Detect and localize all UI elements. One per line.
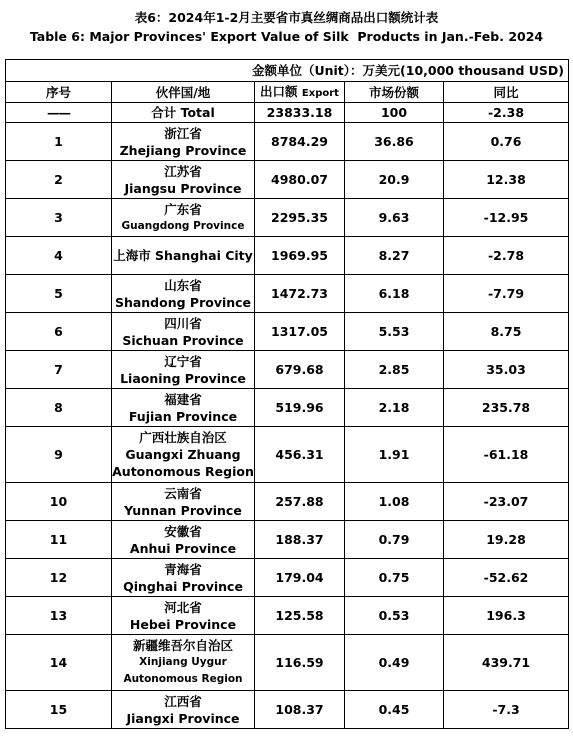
header-row [6, 82, 569, 103]
row-export: 188.37 [255, 521, 345, 559]
row-yoy: -23.07 [444, 483, 569, 521]
row-export: 1317.05 [255, 313, 345, 351]
row-province [112, 199, 255, 237]
row-province [112, 275, 255, 313]
row-export: 108.37 [255, 691, 345, 729]
total-row [6, 103, 569, 123]
province-name-cn: 浙江省 [164, 125, 202, 141]
export-table [5, 59, 569, 729]
row-export: 179.04 [255, 559, 345, 597]
row-province [112, 351, 255, 389]
header-export-cn: 出口额 [260, 83, 298, 99]
row-export: 1472.73 [255, 275, 345, 313]
province-name-en-line2: Autonomous Region [112, 464, 254, 479]
row-share: 1.91 [345, 427, 444, 483]
table-row [6, 275, 569, 313]
row-share: 2.85 [345, 351, 444, 389]
row-no: 14 [6, 635, 112, 691]
row-export: 679.68 [255, 351, 345, 389]
table-row [6, 123, 569, 161]
province-name-cn: 青海省 [164, 561, 202, 577]
province-name-en: Jiangxi Province [126, 710, 240, 726]
province-name-cn: 江苏省 [164, 163, 202, 179]
province-name-en: Guangdong Province [121, 219, 245, 232]
row-no: 11 [6, 521, 112, 559]
row-yoy: 235.78 [444, 389, 569, 427]
row-province [112, 691, 255, 729]
total-no: —— [6, 103, 112, 123]
row-share: 0.53 [345, 597, 444, 635]
province-name-en: Xinjiang Uygur [139, 656, 227, 668]
table-title-english: Table 6: Major Provinces' Export Value of Silk Products in Jan.-Feb. 2024 [29, 29, 544, 44]
row-yoy: -7.79 [444, 275, 569, 313]
row-export: 116.59 [255, 635, 345, 691]
province-name-en: Guangxi Zhuang [125, 447, 241, 462]
table-row [6, 199, 569, 237]
row-share: 9.63 [345, 199, 444, 237]
row-province [112, 521, 255, 559]
row-export: 2295.35 [255, 199, 345, 237]
row-province [112, 237, 255, 275]
row-yoy: 12.38 [444, 161, 569, 199]
province-name-cn: 山东省 [164, 277, 202, 293]
table-row [6, 691, 569, 729]
header-export [255, 82, 345, 103]
row-export: 519.96 [255, 389, 345, 427]
province-name-en: Hebei Province [129, 616, 237, 632]
total-name: 合计 Total [112, 103, 255, 123]
header-share: 市场份额 [345, 82, 444, 103]
row-yoy: -2.78 [444, 237, 569, 275]
row-yoy: 439.71 [444, 635, 569, 691]
row-share: 0.79 [345, 521, 444, 559]
row-share: 1.08 [345, 483, 444, 521]
province-name-en: Yunnan Province [124, 502, 242, 518]
province-name-en: Zhejiang Province [119, 142, 247, 158]
table-row [6, 521, 569, 559]
row-share: 6.18 [345, 275, 444, 313]
row-export: 1969.95 [255, 237, 345, 275]
row-export: 125.58 [255, 597, 345, 635]
province-name-cn: 上海市 Shanghai City [113, 248, 253, 263]
table-row [6, 313, 569, 351]
province-name-cn: 安徽省 [164, 523, 202, 539]
row-no: 12 [6, 559, 112, 597]
table-row [6, 559, 569, 597]
province-name-cn: 云南省 [164, 485, 202, 501]
row-share: 0.45 [345, 691, 444, 729]
unit-row [6, 60, 569, 82]
province-name-en: Shandong Province [114, 294, 252, 310]
row-no: 10 [6, 483, 112, 521]
province-name-cn: 辽宁省 [164, 353, 202, 369]
table-row [6, 635, 569, 691]
row-no: 8 [6, 389, 112, 427]
table-title-chinese: 表6：2024年1-2月主要省市真丝绸商品出口额统计表 [134, 10, 439, 25]
row-province [112, 635, 255, 691]
row-no: 4 [6, 237, 112, 275]
province-name-cn: 广西壮族自治区 [139, 430, 227, 445]
row-no: 13 [6, 597, 112, 635]
table-row [6, 483, 569, 521]
row-share: 2.18 [345, 389, 444, 427]
row-yoy: 196.3 [444, 597, 569, 635]
province-name-en: Anhui Province [129, 540, 237, 556]
province-name-en: Liaoning Province [120, 370, 246, 386]
province-name-cn: 新疆维吾尔自治区 [132, 638, 233, 653]
row-export: 8784.29 [255, 123, 345, 161]
total-share: 100 [345, 103, 444, 123]
row-province [112, 559, 255, 597]
row-province [112, 597, 255, 635]
province-name-cn: 福建省 [164, 391, 202, 407]
row-share: 36.86 [345, 123, 444, 161]
row-province [112, 483, 255, 521]
row-export: 257.88 [255, 483, 345, 521]
row-province [112, 161, 255, 199]
table-row [6, 389, 569, 427]
province-name-cn: 四川省 [164, 315, 202, 331]
row-no: 3 [6, 199, 112, 237]
header-yoy: 同比 [444, 82, 569, 103]
row-export: 456.31 [255, 427, 345, 483]
province-name-cn: 河北省 [164, 599, 202, 615]
row-no: 1 [6, 123, 112, 161]
header-export-en: Export [301, 87, 339, 99]
row-yoy: 8.75 [444, 313, 569, 351]
row-yoy: 0.76 [444, 123, 569, 161]
table-row [6, 597, 569, 635]
province-name-en: Fujian Province [128, 408, 238, 424]
header-partner: 伙伴国/地 [112, 82, 255, 103]
row-yoy: -7.3 [444, 691, 569, 729]
province-name-en: Sichuan Province [122, 332, 244, 348]
row-yoy: -52.62 [444, 559, 569, 597]
province-name-cn: 江西省 [164, 693, 202, 709]
row-share: 0.75 [345, 559, 444, 597]
row-share: 8.27 [345, 237, 444, 275]
row-share: 20.9 [345, 161, 444, 199]
province-name-cn: 广东省 [164, 201, 202, 217]
table-row [6, 427, 569, 483]
header-no: 序号 [6, 82, 112, 103]
row-province [112, 123, 255, 161]
row-no: 5 [6, 275, 112, 313]
total-export: 23833.18 [255, 103, 345, 123]
province-name-en: Qinghai Province [123, 578, 243, 594]
row-no: 2 [6, 161, 112, 199]
row-province [112, 427, 255, 483]
table-row [6, 237, 569, 275]
row-no: 7 [6, 351, 112, 389]
table-row [6, 351, 569, 389]
province-name-en: Jiangsu Province [124, 180, 242, 196]
row-province [112, 313, 255, 351]
total-yoy: -2.38 [444, 103, 569, 123]
row-no: 15 [6, 691, 112, 729]
province-name-en-line2: Autonomous Region [123, 673, 243, 685]
row-province [112, 389, 255, 427]
row-no: 6 [6, 313, 112, 351]
table-row [6, 161, 569, 199]
row-share: 5.53 [345, 313, 444, 351]
row-no: 9 [6, 427, 112, 483]
row-yoy: -12.95 [444, 199, 569, 237]
unit-label: 金额单位（Unit）：万美元(10,000 thousand USD) [6, 60, 569, 82]
row-yoy: 19.28 [444, 521, 569, 559]
row-yoy: 35.03 [444, 351, 569, 389]
row-yoy: -61.18 [444, 427, 569, 483]
row-export: 4980.07 [255, 161, 345, 199]
row-share: 0.49 [345, 635, 444, 691]
